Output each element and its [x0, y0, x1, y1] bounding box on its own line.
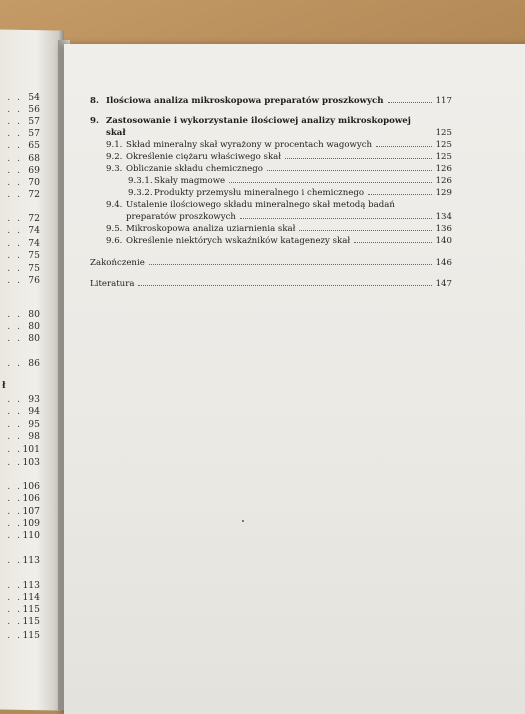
dot-leader	[388, 102, 432, 103]
dot-leader: . .	[7, 263, 22, 274]
entry-title: Obliczanie składu chemicznego	[126, 164, 263, 174]
entry-title: Skład mineralny skał wyrażony w procentach wagowych	[126, 140, 373, 150]
entry-title: Skały magmowe	[154, 176, 226, 186]
dot-leader: . .	[7, 518, 22, 529]
entry-page: 136	[435, 224, 452, 234]
entry-number: 9.3.1.	[128, 176, 153, 186]
dot-leader: . .	[7, 394, 22, 405]
entry-number: 8.	[90, 96, 99, 106]
dot-leader: . .	[7, 493, 22, 504]
dot-leader: . .	[7, 358, 22, 369]
page-number: 98	[28, 431, 40, 442]
partial-heading-letter: ł	[2, 380, 6, 391]
dot-leader	[138, 285, 431, 286]
toc-entry-9-4-line2	[126, 212, 452, 222]
entry-title: Określenie niektórych wskaźników katagenezy skał	[126, 236, 351, 246]
entry-number: 9.1.	[106, 140, 123, 150]
page-number: 54	[28, 92, 40, 103]
toc-entry-9-1	[106, 140, 452, 150]
page-number: 110	[22, 530, 40, 541]
page-number: 80	[28, 333, 40, 344]
entry-title: skał	[106, 128, 126, 138]
page-number: 57	[28, 116, 40, 127]
page-number: 114	[22, 592, 40, 603]
dot-leader	[354, 242, 431, 243]
toc-entry-9-3-1	[128, 176, 452, 186]
toc-entry-9-4-line1	[106, 200, 395, 210]
dot-leader: . .	[7, 555, 22, 566]
dot-leader: . .	[7, 444, 22, 455]
dot-leader: . .	[7, 604, 22, 615]
dot-leader: . .	[7, 128, 22, 139]
page-number: 70	[28, 177, 40, 188]
page-number: 109	[22, 518, 40, 529]
dot-leader: . .	[7, 431, 22, 442]
dot-leader: . .	[7, 153, 22, 164]
dot-leader: . .	[7, 225, 22, 236]
toc-entry-zakonczenie	[90, 258, 452, 268]
dot-leader: . .	[7, 213, 22, 224]
dot-leader	[267, 170, 432, 171]
dot-leader: . .	[7, 104, 22, 115]
dot-leader: . .	[7, 250, 22, 261]
page-number: 80	[28, 321, 40, 332]
dot-leader	[240, 218, 432, 219]
toc-entry-ch9-line2	[106, 128, 452, 138]
dot-leader: . .	[7, 457, 22, 468]
dot-leader: . .	[7, 165, 22, 176]
dot-leader	[149, 264, 432, 265]
entry-number: 9.6.	[106, 236, 123, 246]
page-number: 113	[22, 580, 40, 591]
dot-leader: . .	[7, 189, 22, 200]
page-number: 56	[28, 104, 40, 115]
page-number: 115	[22, 630, 40, 641]
dot-leader	[376, 146, 432, 147]
dot-leader: . .	[7, 238, 22, 249]
entry-number: 9.3.2.	[128, 188, 153, 198]
entry-title: Produkty przemysłu mineralnego i chemicznego	[154, 188, 365, 198]
entry-title: Zakończenie	[90, 258, 145, 268]
dot-leader: . .	[7, 116, 22, 127]
dot-leader	[285, 158, 432, 159]
page-number: 113	[22, 555, 40, 566]
toc-entry-9-3	[106, 164, 452, 174]
page-number: 76	[28, 275, 40, 286]
dot-leader: . .	[7, 419, 22, 430]
page-number: 106	[22, 481, 40, 492]
page-number: 75	[28, 250, 40, 261]
entry-page: 140	[435, 236, 452, 246]
page-number: 74	[28, 225, 40, 236]
page-number: 72	[28, 189, 40, 200]
entry-title: Literatura	[90, 279, 135, 289]
dot-leader: . .	[7, 592, 22, 603]
dot-leader: . .	[7, 580, 22, 591]
entry-number: 9.5.	[106, 224, 123, 234]
dot-leader	[299, 230, 431, 231]
dot-leader: . .	[7, 506, 22, 517]
entry-page: 125	[435, 140, 452, 150]
paper-speck	[242, 520, 244, 522]
dot-leader: . .	[7, 616, 22, 627]
page-number: 80	[28, 309, 40, 320]
entry-title: Mikroskopowa analiza uziarnienia skał	[126, 224, 296, 234]
page-number: 115	[22, 604, 40, 615]
dot-leader: . .	[7, 333, 22, 344]
dot-leader: . .	[7, 630, 22, 641]
page-number: 93	[28, 394, 40, 405]
entry-page: 125	[435, 152, 452, 162]
dot-leader: . .	[7, 481, 22, 492]
dot-leader: . .	[7, 530, 22, 541]
toc-entry-9-6	[106, 236, 452, 246]
page-number: 57	[28, 128, 40, 139]
toc-entry-9-2	[106, 152, 452, 162]
dot-leader: . .	[7, 140, 22, 151]
toc-entry-ch9-line1	[90, 116, 411, 126]
page-number: 101	[22, 444, 40, 455]
page-number: 86	[28, 358, 40, 369]
dot-leader	[368, 194, 432, 195]
entry-title: Ilościowa analiza mikroskopowa preparatów proszkowych	[106, 96, 384, 106]
page-number: 65	[28, 140, 40, 151]
dot-leader	[229, 182, 431, 183]
page-number: 74	[28, 238, 40, 249]
entry-page: 146	[435, 258, 452, 268]
page-number: 69	[28, 165, 40, 176]
entry-number: 9.4.	[106, 200, 123, 210]
page-number: 94	[28, 406, 40, 417]
toc-entry-ch8	[90, 96, 452, 106]
dot-leader: . .	[7, 177, 22, 188]
dot-leader: . .	[7, 321, 22, 332]
dot-leader: . .	[7, 92, 22, 103]
page-number: 103	[22, 457, 40, 468]
entry-page: 117	[435, 96, 452, 106]
page-number: 106	[22, 493, 40, 504]
entry-page: 126	[435, 176, 452, 186]
entry-page: 129	[435, 188, 452, 198]
dot-leader: . .	[7, 275, 22, 286]
page-number: 72	[28, 213, 40, 224]
page-number: 115	[22, 616, 40, 627]
entry-page: 125	[435, 128, 452, 138]
page-number: 95	[28, 419, 40, 430]
entry-page: 126	[435, 164, 452, 174]
entry-number: 9.2.	[106, 152, 123, 162]
page-number: 75	[28, 263, 40, 274]
entry-title: preparatów proszkowych	[126, 212, 236, 222]
entry-title: Ustalenie ilościowego składu mineralnego skał metodą badań	[126, 200, 395, 210]
entry-title: Zastosowanie i wykorzystanie ilościowej analizy mikroskopowej	[106, 116, 411, 126]
dot-leader: . .	[7, 406, 22, 417]
entry-number: 9.	[90, 116, 99, 126]
entry-title: Określenie ciężaru właściwego skał	[126, 152, 282, 162]
page-number: 107	[22, 506, 40, 517]
entry-number: 9.3.	[106, 164, 123, 174]
toc-entry-literatura	[90, 279, 452, 289]
page-number: 68	[28, 153, 40, 164]
toc-entry-9-5	[106, 224, 452, 234]
entry-page: 134	[435, 212, 452, 222]
dot-leader: . .	[7, 309, 22, 320]
entry-page: 147	[435, 279, 452, 289]
toc-entry-9-3-2	[128, 188, 452, 198]
